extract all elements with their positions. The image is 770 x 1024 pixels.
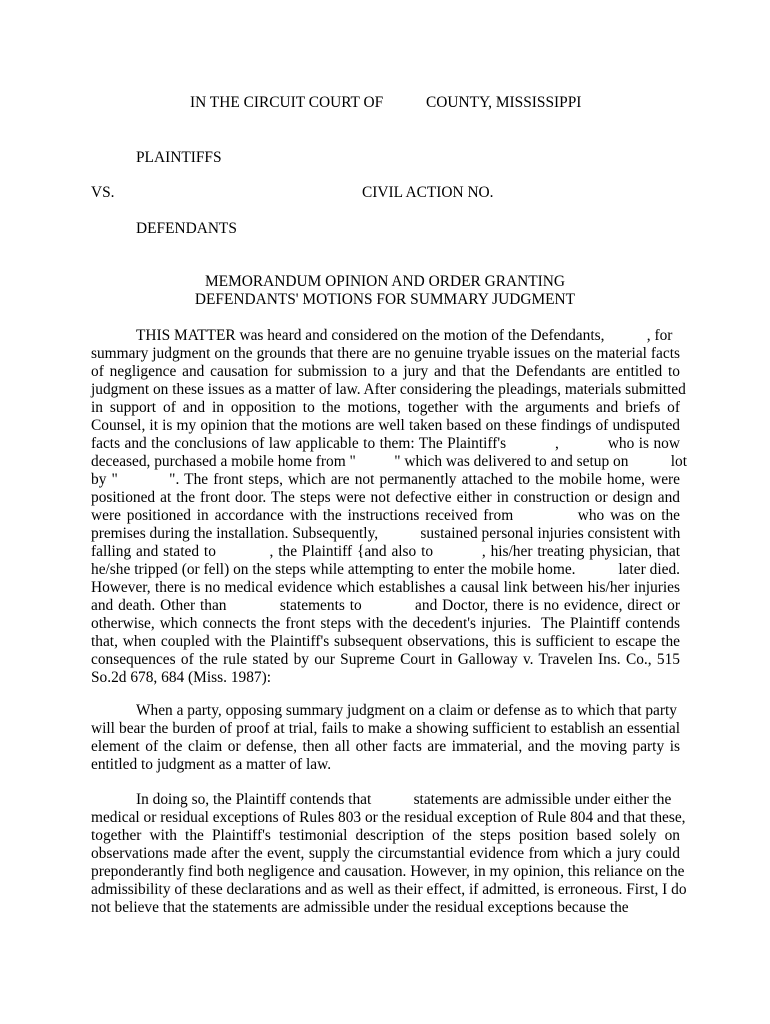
text-line: of negligence and causation for submission to a jury and that the Defendants are entitled to <box>91 363 680 380</box>
text-line: element of the claim or defense, then all other facts are immaterial, and the moving party is <box>91 738 680 755</box>
text-line: In doing so, the Plaintiff contends that statements are admissible under either the <box>136 791 672 808</box>
text-line: he/she tripped (or fell) on the steps while attempting to enter the mobile home. later died. <box>91 561 680 578</box>
vs-label: VS. <box>91 184 115 201</box>
text-line: premises during the installation. Subsequently, sustained personal injuries consistent with <box>91 525 681 542</box>
text-line: and death. Other than statements to and Doctor, there is no evidence, direct or <box>91 597 680 614</box>
text-line: deceased, purchased a mobile home from " " which was delivered to and setup on lot <box>91 453 687 470</box>
court-county: COUNTY, MISSISSIPPI <box>426 94 582 111</box>
text-line: by " ". The front steps, which are not permanently attached to the mobile home, were <box>91 471 680 488</box>
text-line: were positioned in accordance with the instructions received from who was on the <box>91 507 680 524</box>
text-line: otherwise, which connects the front steps with the decedent's injuries. The Plaintiff contends <box>91 615 680 632</box>
text-line: However, there is no medical evidence which establishes a causal link between his/her injuries <box>91 579 680 596</box>
text-line: So.2d 678, 684 (Miss. 1987): <box>91 669 271 686</box>
text-line: falling and stated to , the Plaintiff {and also to , his/her treating physician, that <box>91 543 680 560</box>
defendants-label: DEFENDANTS <box>136 220 237 237</box>
text-line: facts and the conclusions of law applicable to them: The Plaintiff's , who is now <box>91 435 680 452</box>
document-title-line-1: MEMORANDUM OPINION AND ORDER GRANTING <box>205 273 565 290</box>
text-line: not believe that the statements are admissible under the residual exceptions because the <box>91 899 629 916</box>
text-line: positioned at the front door. The steps were not defective either in construction or design and <box>91 489 680 506</box>
text-line: Counsel, it is my opinion that the motions are well taken based on these findings of undisputed <box>91 417 680 434</box>
text-line: entitled to judgment as a matter of law. <box>91 756 332 773</box>
text-line: medical or residual exceptions of Rules 803 or the residual exception of Rule 804 and that these, <box>91 809 686 826</box>
text-line: will bear the burden of proof at trial, fails to make a showing sufficient to establish an essential <box>91 720 680 737</box>
text-line: summary judgment on the grounds that there are no genuine tryable issues on the material facts <box>91 345 680 362</box>
text-line: preponderantly find both negligence and causation. However, in my opinion, this reliance on the <box>91 863 685 880</box>
text-line: observations made after the event, supply the circumstantial evidence from which a jury could <box>91 845 680 862</box>
court-name-left: IN THE CIRCUIT COURT OF <box>190 94 384 111</box>
plaintiffs-label: PLAINTIFFS <box>136 149 222 166</box>
text-line: that, when coupled with the Plaintiff's subsequent observations, this is sufficient to escape the <box>91 633 680 650</box>
text-line: judgment on these issues as a matter of law. After considering the pleadings, materials submitted <box>91 381 686 398</box>
text-line: in support of and in opposition to the motions, together with the arguments and briefs of <box>91 399 680 416</box>
text-line: THIS MATTER was heard and considered on the motion of the Defendants, , for <box>136 327 673 344</box>
text-line: together with the Plaintiff's testimonial description of the steps position based solely on <box>91 827 680 844</box>
text-line: consequences of the rule stated by our Supreme Court in Galloway v. Travelen Ins. Co., 515 <box>91 651 680 668</box>
civil-action-label: CIVIL ACTION NO. <box>362 184 494 201</box>
document-title-line-2: DEFENDANTS' MOTIONS FOR SUMMARY JUDGMENT <box>194 291 576 308</box>
text-line: admissibility of these declarations and as well as their effect, if admitted, is erroneous. First, I do <box>91 881 687 898</box>
text-line: When a party, opposing summary judgment on a claim or defense as to which that party <box>136 702 677 719</box>
